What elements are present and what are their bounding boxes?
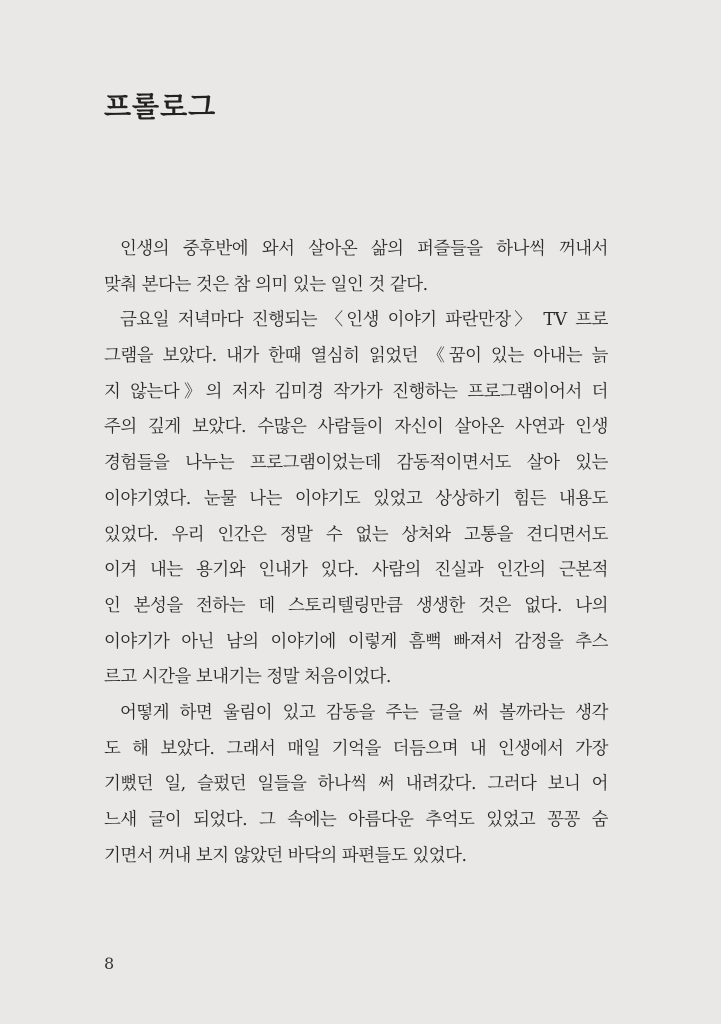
text-line: 느새 글이 되었다. 그 속에는 아름다운 추억도 있었고 꽁꽁 숨 bbox=[104, 810, 608, 830]
text-line: 지 않는다》의 저자 김미경 작가가 진행하는 프로그램이어서 더 bbox=[104, 381, 608, 402]
text-line: 기뻤던 일, 슬펐던 일들을 하나씩 써 내려갔다. 그러다 보니 어 bbox=[104, 774, 608, 795]
text-line: 있었다. 우리 인간은 정말 수 없는 상처와 고통을 견디면서도 bbox=[104, 524, 608, 545]
text-line: 기면서 꺼내 보지 않았던 바닥의 파편들도 있었다. bbox=[104, 845, 467, 866]
body-text bbox=[104, 232, 608, 874]
text-line: 이야기가 아닌 남의 이야기에 이렇게 흠뻑 빠져서 감정을 추스 bbox=[104, 631, 608, 652]
text-line: 인생의 중후반에 와서 살아온 삶의 퍼즐들을 하나씩 꺼내서 bbox=[120, 239, 608, 259]
chapter-title: 프롤로그 bbox=[104, 90, 217, 123]
text-line: 이겨 내는 용기와 인내가 있다. 사람의 진실과 인간의 근본적 bbox=[104, 560, 608, 581]
text-line: 인 본성을 전하는 데 스토리텔링만큼 생생한 것은 없다. 나의 bbox=[104, 595, 608, 616]
text-line: 르고 시간을 보내기는 정말 처음이었다. bbox=[104, 667, 391, 688]
text-line: 금요일 저녁마다 진행되는 〈인생 이야기 파란만장〉 TV 프로 bbox=[120, 310, 608, 331]
text-line: 그램을 보았다. 내가 한때 열심히 읽었던 《꿈이 있는 아내는 늙 bbox=[104, 346, 608, 367]
text-line: 경험들을 나누는 프로그램이었는데 감동적이면서도 살아 있는 bbox=[104, 453, 608, 474]
text-line: 어떻게 하면 울림이 있고 감동을 주는 글을 써 볼까라는 생각 bbox=[120, 702, 608, 723]
text-line: 주의 깊게 보았다. 수많은 사람들이 자신이 살아온 사연과 인생 bbox=[104, 417, 608, 438]
page-number: 8 bbox=[104, 954, 115, 973]
text-line: 이야기였다. 눈물 나는 이야기도 있었고 상상하기 힘든 내용도 bbox=[104, 488, 608, 509]
text-line: 맞춰 본다는 것은 참 의미 있는 일인 것 같다. bbox=[104, 274, 428, 295]
text-line: 도 해 보았다. 그래서 매일 기억을 더듬으며 내 인생에서 가장 bbox=[104, 738, 608, 759]
